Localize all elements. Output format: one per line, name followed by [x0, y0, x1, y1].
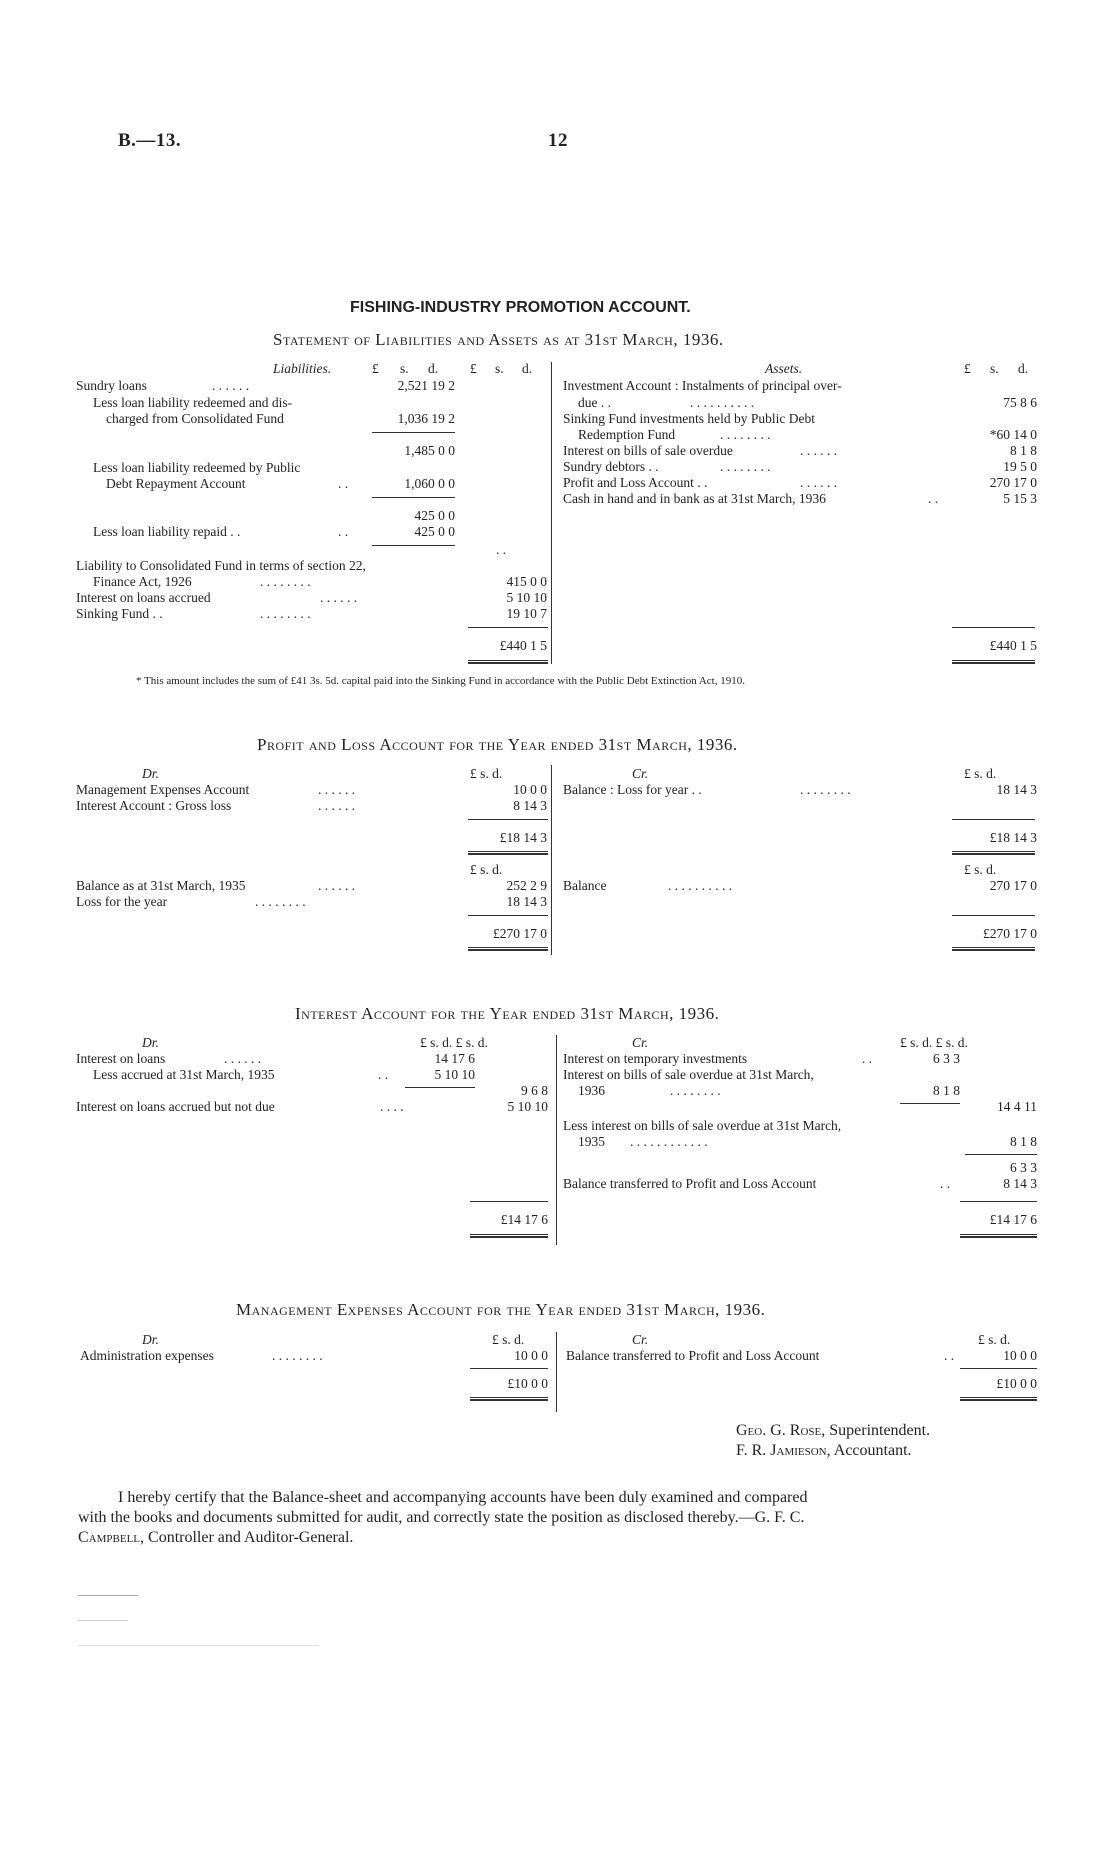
rule [470, 1368, 548, 1369]
col-pence-2: d. [522, 361, 533, 376]
col-pence-3: d. [1018, 361, 1029, 376]
pl-cols-dr: £ s. d. [470, 766, 503, 781]
dot-leader: . . [378, 1067, 389, 1082]
signature-accountant [736, 1442, 912, 1460]
dot-leader: . . . . . . . . . . [690, 395, 755, 410]
double-rule [470, 1397, 548, 1401]
asset-profit-loss-amount: 270 17 0 [989, 475, 1037, 490]
pl-dr: Dr. [142, 766, 159, 781]
dot-leader: . . . . . . . . [720, 427, 771, 442]
dot-leader: . . . . . . . . [260, 574, 311, 589]
dot-leader: . . . . . . [318, 798, 356, 813]
dot-leader: . . . . . . . . . . . . [630, 1134, 708, 1149]
int-cr-net: 6 3 3 [1010, 1160, 1037, 1175]
pl-cols-cr: £ s. d. [964, 766, 997, 781]
col-pence: d. [428, 361, 439, 376]
faint-rule [78, 1595, 138, 1596]
pl-heading: Profit and Loss Account for the Year ended 31st March, 1936. [257, 735, 738, 754]
liab-less-redeemed-1: Less loan liability redeemed and dis- [93, 395, 293, 410]
int-not-due-amount: 5 10 10 [507, 1099, 548, 1114]
int-less-bills-b: 1935 [578, 1134, 605, 1149]
col-shillings-3: s. [990, 361, 999, 376]
pl-total-1: £18 14 3 [499, 830, 547, 845]
superintendent-name: Geo. G. Rose, [736, 1422, 826, 1439]
int-bills-overdue: Interest on bills of sale overdue at 31st March, [563, 1067, 814, 1082]
pl-interest-amount: 8 14 3 [513, 798, 547, 813]
asset-investment-amount: 75 8 6 [1003, 395, 1037, 410]
rule [372, 497, 455, 498]
liab-interest-amount: 5 10 10 [506, 590, 547, 605]
rule [900, 1103, 960, 1104]
int-not-due: Interest on loans accrued but not due [76, 1099, 275, 1114]
interest-divider [556, 1035, 557, 1245]
dot-leader: . . . . . . . . [255, 894, 306, 909]
int-temporary-amount: 6 3 3 [933, 1051, 960, 1066]
int-total: £14 17 6 [500, 1212, 548, 1227]
auditor-role: Controller and Auditor-General. [148, 1529, 354, 1546]
liab-less-redeemed-1b: charged from Consolidated Fund [106, 411, 284, 426]
rule [952, 627, 1035, 628]
pl-interest: Interest Account : Gross loss [76, 798, 232, 813]
pl-management-amount: 10 0 0 [513, 782, 547, 797]
liab-subtotal-2: 425 0 0 [414, 508, 455, 523]
superintendent-title: Superintendent. [829, 1422, 931, 1439]
asset-investment: Investment Account : Instalments of principal over- [563, 378, 842, 393]
liab-less-redeemed-2b: Debt Repayment Account [106, 476, 246, 491]
dot-leader: . . . . . . [224, 1051, 262, 1066]
asset-sinking-amount: *60 14 0 [989, 427, 1037, 442]
dot-leader: . . . . . . [318, 782, 356, 797]
dot-leader: . . [338, 524, 349, 539]
asset-profit-loss: Profit and Loss Account . . [563, 475, 708, 490]
rule [372, 432, 455, 433]
page-number: 12 [548, 130, 568, 151]
page-reference: B.—13. [118, 130, 182, 151]
pl-management: Management Expenses Account [76, 782, 250, 797]
int-less-accrued: Less accrued at 31st March, 1935 [93, 1067, 275, 1082]
int-loans: Interest on loans [76, 1051, 166, 1066]
pl-balance: Balance [563, 878, 607, 893]
pl-cols-cr-2: £ s. d. [964, 862, 997, 877]
asset-bills-amount: 8 1 8 [1010, 443, 1037, 458]
mgmt-admin-amount: 10 0 0 [514, 1348, 548, 1363]
mgmt-divider [556, 1332, 557, 1412]
dot-leader: . . . . . . . . . . [668, 878, 733, 893]
rule [405, 1087, 475, 1088]
double-rule [952, 851, 1035, 855]
int-cols-dr: £ s. d. £ s. d. [420, 1035, 488, 1050]
int-bills-amount: 8 1 8 [933, 1083, 960, 1098]
page-title: FISHING-INDUSTRY PROMOTION ACCOUNT. [350, 299, 691, 316]
int-cr: Cr. [632, 1035, 649, 1050]
dot-leader: . . . . . . [800, 475, 838, 490]
liab-consolidated-fund-b: Finance Act, 1926 [93, 574, 192, 589]
double-rule [960, 1397, 1037, 1401]
col-pounds-3: £ [964, 361, 971, 376]
dot-leader: . . . . . . . . [720, 459, 771, 474]
statement-heading: Statement of Liabilities and Assets as at 31st March, 1936. [273, 330, 724, 349]
rule [960, 1201, 1037, 1202]
liab-consolidated-fund: Liability to Consolidated Fund in terms of section 22, [76, 558, 366, 573]
double-rule [952, 947, 1035, 951]
double-rule [468, 851, 548, 855]
dot-leader: . . [940, 1176, 951, 1191]
faint-rule [78, 1645, 318, 1646]
certificate-line-2: with the books and documents submitted for audit, and correctly state the position as disclosed thereby.—G. F. C. [78, 1509, 805, 1526]
int-less-bills: Less interest on bills of sale overdue at 31st March, [563, 1118, 842, 1133]
mgmt-balance-transferred: Balance transferred to Profit and Loss Account [566, 1348, 820, 1363]
asset-investment-b: due . . [578, 395, 611, 410]
liab-less-redeemed-2-amount: 1,060 0 0 [404, 476, 455, 491]
int-cr-sum: 14 4 11 [997, 1099, 1037, 1114]
certificate-line-1: I hereby certify that the Balance-sheet and accompanying accounts have been duly examined and compared [118, 1489, 808, 1506]
asset-cash: Cash in hand and in bank as at 31st March, 1936 [563, 491, 826, 506]
int-net-amount: 9 6 8 [521, 1083, 548, 1098]
assets-header: Assets. [765, 361, 803, 376]
mgmt-cols-cr: £ s. d. [978, 1332, 1011, 1347]
rule [372, 545, 455, 546]
asset-sinking-fund: Sinking Fund investments held by Public Debt [563, 411, 815, 426]
rule [965, 1154, 1037, 1155]
liab-less-redeemed-2: Less loan liability redeemed by Public [93, 460, 301, 475]
liab-less-repaid-amount: 425 0 0 [414, 524, 455, 539]
dot-leader: . . . . . . . . [800, 782, 851, 797]
liab-total: £440 1 5 [499, 638, 547, 653]
dot-leader: . . . . [380, 1099, 404, 1114]
rule [468, 915, 548, 916]
int-balance-amount: 8 14 3 [1003, 1176, 1037, 1191]
pl-cr: Cr. [632, 766, 649, 781]
accountant-title: Accountant. [833, 1442, 912, 1459]
double-rule [468, 947, 548, 951]
int-loans-amount: 14 17 6 [434, 1051, 475, 1066]
certificate-line-3 [78, 1528, 353, 1548]
faint-rule [78, 1620, 128, 1621]
mgmt-heading: Management Expenses Account for the Year ended 31st March, 1936. [236, 1300, 766, 1319]
pl-total-2: £270 17 0 [493, 926, 547, 941]
liab-consolidated-amount: 415 0 0 [506, 574, 547, 589]
int-less-accrued-amount: 5 10 10 [434, 1067, 475, 1082]
pl-divider [551, 765, 552, 955]
rule [952, 819, 1035, 820]
dot-leader: . . . . . . . . [260, 606, 311, 621]
liab-less-repaid: Less loan liability repaid . . [93, 524, 241, 539]
footnote: * This amount includes the sum of £41 3s. 5d. capital paid into the Sinking Fund in accordance with the Public Debt Extinction Act, 1910. [136, 675, 745, 687]
mgmt-dr: Dr. [142, 1332, 159, 1347]
int-temporary: Interest on temporary investments [563, 1051, 748, 1066]
dot-mark: . . [496, 542, 507, 557]
int-total-cr: £14 17 6 [989, 1212, 1037, 1227]
rule [470, 1201, 548, 1202]
rule [468, 627, 548, 628]
pl-loss-for-year-amount: 18 14 3 [506, 894, 547, 909]
asset-sinking-fund-b: Redemption Fund [578, 427, 676, 442]
dot-leader: . . . . . . [800, 443, 838, 458]
double-rule [960, 1234, 1037, 1238]
interest-heading: Interest Account for the Year ended 31st March, 1936. [295, 1004, 720, 1023]
mgmt-admin-expenses: Administration expenses [80, 1348, 214, 1363]
pl-total-1-cr: £18 14 3 [989, 830, 1037, 845]
assets-total: £440 1 5 [989, 638, 1037, 653]
double-rule [952, 660, 1035, 664]
int-dr: Dr. [142, 1035, 159, 1050]
dot-leader: . . . . . . [212, 378, 250, 393]
col-pounds-2: £ [470, 361, 477, 376]
mgmt-balance-amount: 10 0 0 [1003, 1348, 1037, 1363]
liab-less-redeemed-1-amount: 1,036 19 2 [397, 411, 455, 426]
col-shillings-2: s. [495, 361, 504, 376]
asset-bills-interest: Interest on bills of sale overdue [563, 443, 733, 458]
signature-superintendent [736, 1422, 930, 1440]
rule [960, 1368, 1037, 1369]
asset-debtors-amount: 19 5 0 [1003, 459, 1037, 474]
pl-total-2-cr: £270 17 0 [983, 926, 1037, 941]
mgmt-total-cr: £10 0 0 [996, 1376, 1037, 1391]
double-rule [470, 1234, 548, 1238]
liab-subtotal-1: 1,485 0 0 [404, 443, 455, 458]
rule [952, 915, 1035, 916]
mgmt-total: £10 0 0 [507, 1376, 548, 1391]
int-bills-overdue-b: 1936 [578, 1083, 605, 1098]
dot-leader: . . [944, 1348, 955, 1363]
int-cols-cr: £ s. d. £ s. d. [900, 1035, 968, 1050]
liabilities-header: Liabilities. [273, 361, 332, 376]
pl-balance-1935-amount: 252 2 9 [506, 878, 547, 893]
dot-leader: . . . . . . . . [272, 1348, 323, 1363]
liab-sundry-amount: 2,521 19 2 [397, 378, 455, 393]
dot-leader: . . . . . . [318, 878, 356, 893]
double-rule [468, 660, 548, 664]
col-shillings: s. [400, 361, 409, 376]
col-pounds: £ [372, 361, 379, 376]
statement-divider [551, 362, 552, 664]
accountant-name: F. R. Jamieson, [736, 1442, 831, 1459]
liab-sinking-amount: 19 10 7 [506, 606, 547, 621]
liab-interest-accrued: Interest on loans accrued [76, 590, 211, 605]
asset-cash-amount: 5 15 3 [1003, 491, 1037, 506]
mgmt-cr: Cr. [632, 1332, 649, 1347]
dot-leader: . . [862, 1051, 873, 1066]
mgmt-cols-dr: £ s. d. [492, 1332, 525, 1347]
dot-leader: . . . . . . [320, 590, 358, 605]
pl-balance-loss-amount: 18 14 3 [996, 782, 1037, 797]
asset-sundry-debtors: Sundry debtors . . [563, 459, 659, 474]
pl-cols-dr-2: £ s. d. [470, 862, 503, 877]
pl-balance-amount: 270 17 0 [989, 878, 1037, 893]
liab-sundry-loans: Sundry loans [76, 378, 147, 393]
dot-leader: . . [928, 491, 939, 506]
liab-sinking-fund: Sinking Fund . . [76, 606, 163, 621]
rule [468, 819, 548, 820]
pl-loss-for-year: Loss for the year [76, 894, 168, 909]
dot-leader: . . . . . . . . [670, 1083, 721, 1098]
int-balance-transferred: Balance transferred to Profit and Loss Account [563, 1176, 817, 1191]
dot-leader: . . [338, 476, 349, 491]
auditor-name: Campbell, [78, 1529, 145, 1546]
pl-balance-1935: Balance as at 31st March, 1935 [76, 878, 246, 893]
int-less-bills-amount: 8 1 8 [1010, 1134, 1037, 1149]
pl-balance-loss: Balance : Loss for year . . [563, 782, 702, 797]
